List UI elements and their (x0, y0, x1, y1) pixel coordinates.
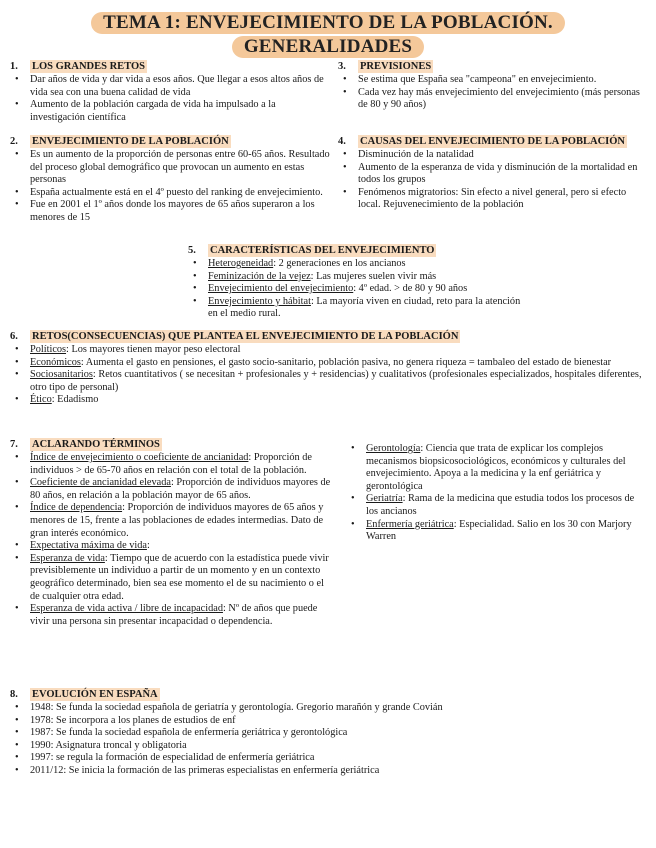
list-item: • Sociosanitarios: Retos cuantitativos ( se necesitan + profesionales y + residencias) y cualitativos (profesionales especializados, hospitales diferentes, otro tipo de personal) (10, 369, 644, 394)
section-title: ENVEJECIMIENTO DE LA POBLACIÓN (32, 136, 229, 147)
list-item: • Heterogeneidad: 2 generaciones en los ancianos (188, 258, 528, 271)
list-item: • Índice de envejecimiento o coeficiente de ancianidad: Proporción de individuos > de 65-70 años en relación con el total de la población. (10, 452, 332, 477)
list-item: • Dar años de vida y dar vida a esos años. Que llegar a esos altos años de vida sea con una buena calidad de vida (10, 74, 332, 99)
section-header: 7. ACLARANDO TÉRMINOS (10, 439, 160, 450)
list-item: • Índice de dependencia: Proporción de individuos mayores de 65 años y menores de 15, frente a las poblaciones de edades intermedias. Dato de gran interés económico. (10, 502, 332, 540)
list-item: • Envejecimiento y hábitat: La mayoría viven en ciudad, reto para la atención en el medio rural. (188, 296, 528, 321)
list-item: • Aumento de la esperanza de vida y disminución de la mortalidad en todos los grupos (338, 162, 644, 187)
list-item: • Feminización de la vejez: Las mujeres suelen vivir más (188, 271, 528, 284)
section-retos-consecuencias (10, 330, 644, 407)
section-title: CAUSAS DEL ENVEJECIMIENTO DE LA POBLACIÓN (360, 136, 625, 147)
list-item: • Enfermería geriátrica: Especialidad. Salio en los 30 con Marjory Warren (346, 519, 646, 544)
title-line-1-wrap (0, 12, 656, 34)
list-item: • Gerontología: Ciencia que trata de explicar los complejos mecanismos biopsicosociológicos, económicos y culturales del envejecimiento. Apoya a la medicina y la enf geriátrica y gerontológica (346, 443, 646, 493)
list-item: • Aumento de la población cargada de vida ha impulsado a la investigación científica (10, 99, 332, 124)
list-item: • Fue en 2001 el 1º años donde los mayores de 65 años superaron a los menores de 15 (10, 199, 332, 224)
list-item: • Expectativa máxima de vida: (10, 540, 332, 553)
title-line-2-wrap (0, 36, 656, 58)
list-item: • Es un aumento de la proporción de personas entre 60-65 años. Resultado del proceso global demográfico que provocan un aumento en estas personas (10, 149, 332, 187)
list-item: • 2011/12: Se inicia la formación de las primeras especialistas en enfermería geriátrica (10, 765, 644, 778)
section-header: 3. PREVISIONES (338, 61, 432, 72)
list-item: • Coeficiente de ancianidad elevada: Proporción de individuos mayores de 80 años, en relación a la población mayor de 65 años. (10, 477, 332, 502)
list-item: • Se estima que España sea "campeona" en envejecimiento. (338, 74, 644, 87)
list-item: • 1948: Se funda la sociedad española de geriatría y gerontología. Gregorio marañón y grande Covián (10, 702, 644, 715)
section-envejecimiento-poblacion (10, 135, 332, 225)
section-aclarando-terminos-right (346, 443, 646, 544)
page-title: TEMA 1: ENVEJECIMIENTO DE LA POBLACIÓN. (91, 12, 565, 34)
section-caracteristicas (188, 244, 528, 321)
section-title: ACLARANDO TÉRMINOS (32, 439, 160, 450)
list-item: • Políticos: Los mayores tienen mayor peso electoral (10, 344, 644, 357)
section-header: 1. LOS GRANDES RETOS (10, 61, 146, 72)
list-item: • Esperanza de vida: Tiempo que de acuerdo con la estadística puede vivir previsiblemente un individuo a partir de un momento y en un contexto geográfico determinado, bien sea ese momento el de su nacimiento o el de cualquier otra edad. (10, 553, 332, 603)
list-item: • Ético: Edadismo (10, 394, 644, 407)
section-title: CARACTERÍSTICAS DEL ENVEJECIMIENTO (210, 245, 435, 256)
section-header: 5. CARACTERÍSTICAS DEL ENVEJECIMIENTO (188, 245, 435, 256)
section-header: 8. EVOLUCIÓN EN ESPAÑA (10, 689, 158, 700)
list-item: • Envejecimiento del envejecimiento: 4º edad. > de 80 y 90 años (188, 283, 528, 296)
list-item: • 1978: Se incorpora a los planes de estudios de enf (10, 715, 644, 728)
list-item: • Disminución de la natalidad (338, 149, 644, 162)
list-item: • 1997: se regula la formación de especialidad de enfermería geriátrica (10, 752, 644, 765)
section-grandes-retos (10, 60, 332, 124)
list-item: • España actualmente está en el 4º puesto del ranking de envejecimiento. (10, 187, 332, 200)
list-item: • Geriatría: Rama de la medicina que estudia todos los procesos de los ancianos (346, 493, 646, 518)
section-title: PREVISIONES (360, 61, 432, 72)
list-item: • Económicos: Aumenta el gasto en pensiones, el gasto socio-sanitario, población pasiva, no genera riqueza = tambaleo del estado de bienestar (10, 357, 644, 370)
section-header: 4. CAUSAS DEL ENVEJECIMIENTO DE LA POBLACIÓN (338, 136, 625, 147)
page-subtitle: GENERALIDADES (232, 36, 424, 58)
list-item: • Cada vez hay más envejecimiento del envejecimiento (más personas de 80 y 90 años) (338, 87, 644, 112)
section-title: RETOS(CONSECUENCIAS) QUE PLANTEA EL ENVEJECIMIENTO DE LA POBLACIÓN (32, 331, 459, 342)
section-evolucion-espana (10, 688, 644, 778)
list-item: • Esperanza de vida activa / libre de incapacidad: Nº de años que puede vivir una persona sin presentar incapacidad o dependencia. (10, 603, 332, 628)
section-previsiones (338, 60, 644, 112)
section-header: 6. RETOS(CONSECUENCIAS) QUE PLANTEA EL ENVEJECIMIENTO DE LA POBLACIÓN (10, 331, 459, 342)
list-item: • Fenómenos migratorios: Sin efecto a nivel general, pero si efecto local. Rejuvenecimiento de la población (338, 187, 644, 212)
section-title: EVOLUCIÓN EN ESPAÑA (32, 689, 158, 700)
section-header: 2. ENVEJECIMIENTO DE LA POBLACIÓN (10, 136, 229, 147)
list-item: • 1990: Asignatura troncal y obligatoria (10, 740, 644, 753)
section-aclarando-terminos (10, 438, 332, 628)
section-causas (338, 135, 644, 212)
list-item: • 1987: Se funda la sociedad española de enfermería geriátrica y gerontológica (10, 727, 644, 740)
section-title: LOS GRANDES RETOS (32, 61, 146, 72)
